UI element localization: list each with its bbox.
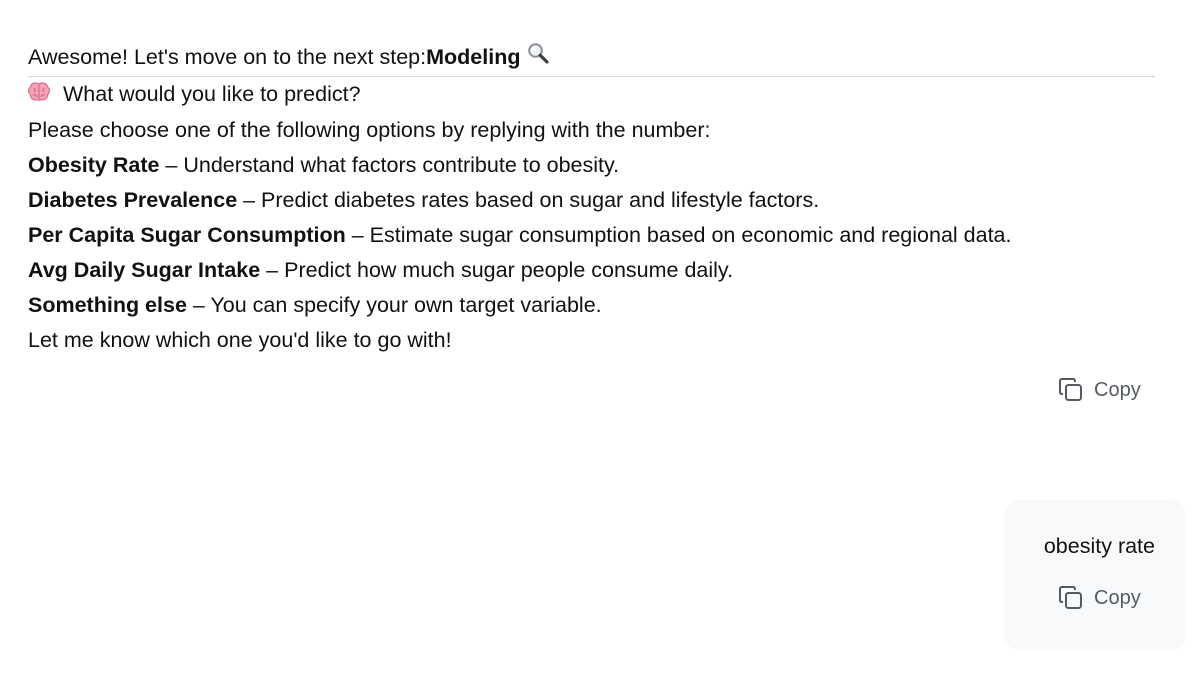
- user-copy-button[interactable]: [1058, 585, 1141, 611]
- user-message-bubble: [1004, 500, 1186, 650]
- magnifying-glass-icon: [527, 40, 549, 75]
- option-description: – Understand what factors contribute to obesity.: [159, 152, 620, 177]
- option-description: – You can specify your own target variable.: [186, 292, 602, 317]
- option-description: – Predict how much sugar people consume daily.: [260, 257, 734, 282]
- question-text: What would you like to predict?: [62, 82, 361, 106]
- intro-step-name: Modeling: [426, 45, 521, 69]
- option-title: Per Capita Sugar Consumption: [28, 222, 346, 247]
- option-description: – Estimate sugar consumption based on economic and regional data.: [345, 222, 1012, 247]
- option-item: [28, 253, 1155, 288]
- copy-icon: [1058, 585, 1084, 611]
- option-title: Obesity Rate: [28, 152, 160, 177]
- option-item: [28, 148, 1155, 183]
- copy-label: Copy: [1094, 586, 1141, 609]
- intro-text: Awesome! Let's move on to the next step:: [28, 45, 427, 69]
- option-title: Avg Daily Sugar Intake: [28, 257, 261, 282]
- closing-text: Let me know which one you'd like to go with!: [28, 327, 452, 352]
- option-title: Diabetes Prevalence: [28, 187, 238, 212]
- intro-line: [28, 40, 1155, 77]
- option-description: – Predict diabetes rates based on sugar and lifestyle factors.: [237, 187, 820, 212]
- user-message-text: obesity rate: [1043, 534, 1155, 558]
- copy-icon: [1058, 377, 1084, 403]
- brain-icon: [28, 78, 50, 113]
- option-title: Something else: [28, 292, 187, 317]
- assistant-message: [28, 40, 1155, 358]
- copy-label: Copy: [1094, 378, 1141, 401]
- option-item: [28, 288, 1155, 323]
- assistant-copy-button[interactable]: [1058, 377, 1141, 403]
- question-line: [28, 77, 1155, 113]
- option-item: [28, 218, 1155, 253]
- option-item: [28, 183, 1155, 218]
- instruction-text: Please choose one of the following options by replying with the number:: [28, 117, 711, 142]
